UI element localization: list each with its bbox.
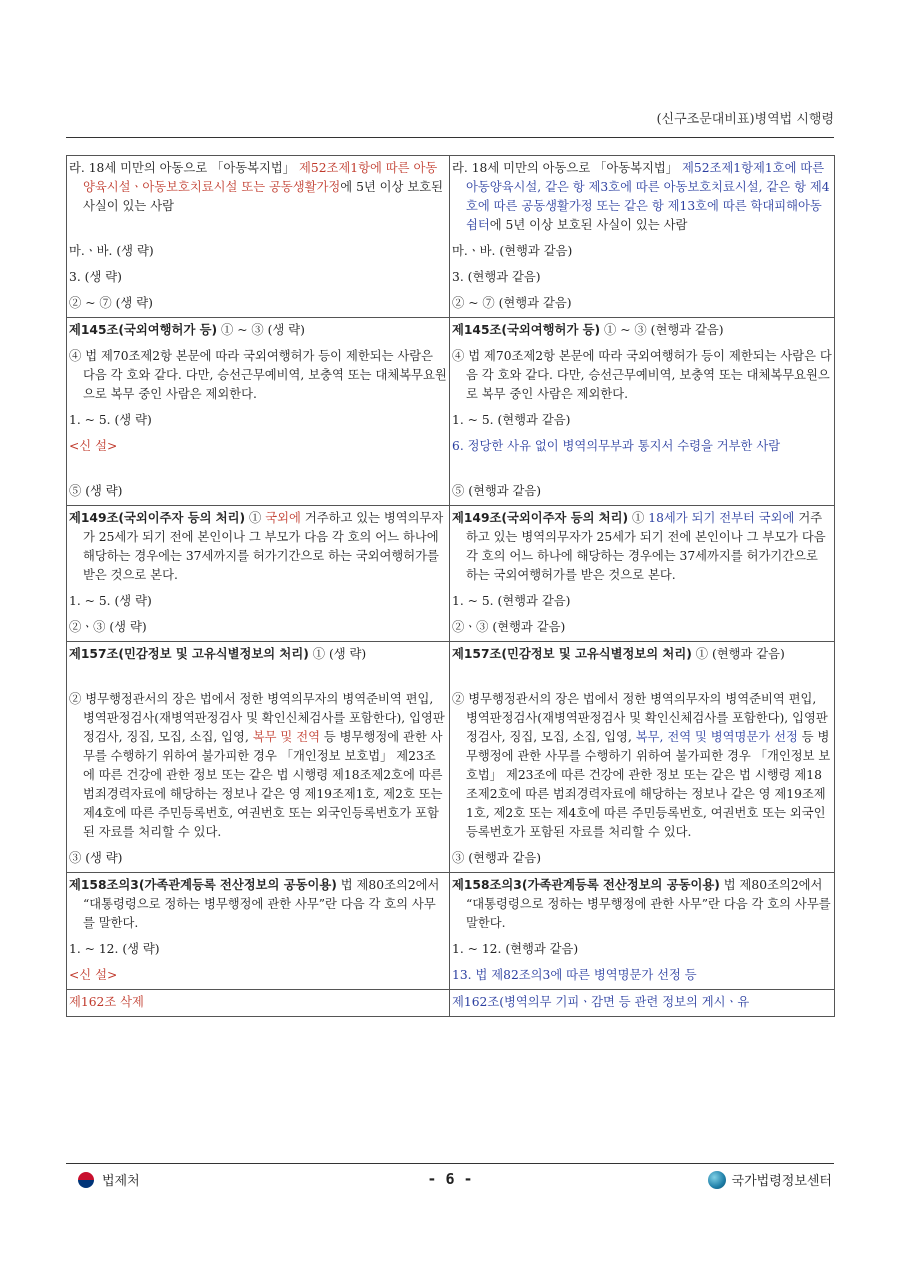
- article-title: 제157조(민감정보 및 고유식별정보의 처리): [452, 647, 692, 661]
- table-row: [67, 873, 835, 938]
- revised-text-cell: [450, 291, 835, 318]
- text-segment: 라. 18세 미만의 아동으로 「아동복지법」: [452, 161, 682, 175]
- clause-text: [452, 940, 832, 959]
- header-divider: [66, 137, 834, 138]
- current-text-cell: [67, 642, 450, 688]
- current-text-cell: [67, 615, 450, 642]
- table-row: [67, 846, 835, 873]
- clause-text: [452, 321, 832, 340]
- footer-left-label: 법제처: [102, 1174, 140, 1189]
- clause-text: [69, 437, 447, 475]
- footer-right: [708, 1170, 832, 1189]
- revised-text-cell: [450, 156, 835, 240]
- clause-text: [69, 618, 447, 637]
- table-row: [67, 963, 835, 990]
- text-segment: 등 병무행정에 관한 사무를 수행하기 위하여 불가피한 경우 「개인정보 보호법」 제23조에 따른 건강에 관한 정보 또는 같은 법 시행령 제18조제2호에 따른 범죄경력자료에 해당하는 정보나 같은 영 제19조제1호, 제2호 또는 제4호에 따른 주민등록번호, 여권번호 또는 외국인등록번호가 포함된 자료를 처리할 수 있다.: [83, 730, 443, 839]
- table-row: [67, 479, 835, 506]
- text-segment: ③ (생 략): [69, 851, 123, 865]
- revised-text-cell: [450, 408, 835, 434]
- table-row: [67, 239, 835, 265]
- article-title: 제157조(민감정보 및 고유식별정보의 처리): [69, 647, 309, 661]
- text-segment: 1. ~ 5. (현행과 같음): [452, 594, 571, 608]
- text-segment: 1. ~ 12. (생 략): [69, 942, 160, 956]
- clause-text: [69, 966, 447, 985]
- clause-text: [452, 347, 832, 404]
- text-segment: 제162조 삭제: [69, 995, 144, 1009]
- current-text-cell: [67, 156, 450, 240]
- revised-text-cell: [450, 479, 835, 506]
- revised-text-cell: [450, 990, 835, 1017]
- page-footer: [66, 1170, 834, 1192]
- clause-text: [69, 993, 447, 1012]
- text-segment: ② 병무행정관서의 장은 법에서 정한 병역의무자의 병역준비역 편입, 병역판정검사(재병역판정검사 및 확인신체검사를 포함한다), 입영판정검사, 징집, 모집, 소집, 입영,: [69, 692, 445, 744]
- table-row: [67, 687, 835, 846]
- revised-text-cell: [450, 318, 835, 345]
- text-segment: 1. ~ 5. (생 략): [69, 413, 152, 427]
- clause-text: [452, 690, 832, 842]
- clause-text: [452, 618, 832, 637]
- text-segment: 등 병무행정에 관한 사무를 수행하기 위하여 불가피한 경우 「개인정보 보호법」 제23조에 따른 건강에 관한 정보 또는 같은 법 시행령 제18조제2호에 따른 범죄경력자료에 해당하는 정보나 같은 영 제19조제1호, 제2호 또는 제4호에 따른 주민등록번호, 여권번호 또는 외국인등록번호가 포함된 자료를 처리할 수 있다.: [466, 730, 831, 839]
- text-segment: 1. ~ 12. (현행과 같음): [452, 942, 579, 956]
- table-row: [67, 265, 835, 291]
- clause-text: [452, 592, 832, 611]
- current-text-cell: [67, 408, 450, 434]
- text-segment: ① (생 략): [308, 647, 367, 661]
- revised-text-cell: [450, 963, 835, 990]
- current-text-cell: [67, 318, 450, 345]
- clause-text: [452, 482, 832, 501]
- current-text-cell: [67, 589, 450, 615]
- clause-text: [69, 347, 447, 404]
- text-segment: ④ 법 제70조제2항 본문에 따라 국외여행허가 등이 제한되는 사람은 다음 각 호와 같다. 다만, 승선근무예비역, 보충역 또는 대체복무요원으로 복무 중인 사람은 제외한다.: [69, 349, 447, 401]
- text-segment: 13. 법 제82조의3에 따른 병역명문가 선정 등: [452, 968, 697, 982]
- text-segment: 라. 18세 미만의 아동으로 「아동복지법」: [69, 161, 299, 175]
- clause-text: [452, 645, 832, 683]
- table-row: [67, 318, 835, 345]
- text-segment: ② ~ ⑦ (생 략): [69, 296, 153, 310]
- article-title: 제158조의3(가족관계등록 전산정보의 공동이용): [69, 878, 337, 892]
- article-title: 제149조(국외이주자 등의 처리): [452, 511, 629, 525]
- clause-text: [69, 645, 447, 683]
- table-row: [67, 408, 835, 434]
- text-segment: 복무 및 전역: [252, 730, 320, 744]
- table-row: [67, 937, 835, 963]
- clause-text: [452, 437, 832, 475]
- clause-text: [452, 966, 832, 985]
- revised-text-cell: [450, 344, 835, 408]
- table-row: [67, 156, 835, 240]
- revised-text-cell: [450, 615, 835, 642]
- text-segment: ①: [628, 511, 649, 525]
- table-row: [67, 344, 835, 408]
- clause-text: [452, 294, 832, 313]
- text-segment: ② ~ ⑦ (현행과 같음): [452, 296, 572, 310]
- clause-text: [69, 159, 447, 216]
- current-text-cell: [67, 963, 450, 990]
- current-text-cell: [67, 479, 450, 506]
- text-segment: ⑤ (현행과 같음): [452, 484, 542, 498]
- table-row: [67, 589, 835, 615]
- footer-divider: [66, 1163, 834, 1164]
- text-segment: 법 제80조의2에서 “대통령령으로 정하는 병무행정에 관한 사무”란 다음 각 호의 사무를 말한다.: [466, 878, 831, 930]
- text-segment: ⑤ (생 략): [69, 484, 123, 498]
- table-row: [67, 434, 835, 479]
- article-title: 제145조(국외여행허가 등): [452, 323, 601, 337]
- revised-text-cell: [450, 434, 835, 479]
- text-segment: ① (현행과 같음): [691, 647, 785, 661]
- revised-text-cell: [450, 937, 835, 963]
- page-header: (신구조문대비표)병역법 시행령: [656, 112, 834, 127]
- text-segment: 제52조제1항제1호에 따른 아동양육시설, 같은 항 제3호에 따른 아동보호치료시설, 같은 항 제4호에 따른 공동생활가정 또는 같은 항 제13호에 따른 학대피해아동쉼터: [466, 161, 830, 232]
- clause-text: [452, 268, 832, 287]
- text-segment: ①: [245, 511, 266, 525]
- revised-text-cell: [450, 873, 835, 938]
- clause-text: [452, 159, 832, 235]
- page-number: - 6 -: [427, 1170, 473, 1188]
- comparison-table: [66, 155, 835, 1017]
- clause-text: [69, 592, 447, 611]
- text-segment: ② 병무행정관서의 장은 법에서 정한 병역의무자의 병역준비역 편입, 병역판정검사(재병역판정검사 및 확인신체검사를 포함한다), 입영판정검사, 징집, 모집, 소집, 입영,: [452, 692, 828, 744]
- current-text-cell: [67, 506, 450, 590]
- clause-text: [69, 294, 447, 313]
- text-segment: ① ~ ③ (현행과 같음): [600, 323, 724, 337]
- current-text-cell: [67, 687, 450, 846]
- text-segment: 마.ㆍ바. (현행과 같음): [452, 244, 573, 258]
- clause-text: [452, 849, 832, 868]
- text-segment: <신 설>: [69, 439, 118, 453]
- revised-text-cell: [450, 589, 835, 615]
- text-segment: 3. (생 략): [69, 270, 122, 284]
- text-segment: 에 5년 이상 보호된 사실이 있는 사람: [83, 180, 443, 213]
- clause-text: [452, 876, 832, 933]
- table-row: [67, 291, 835, 318]
- text-segment: 18세가 되기 전부터 국외에: [648, 511, 795, 525]
- text-segment: 제52조제1항에 따른 아동양육시설ㆍ아동보호치료시설 또는 공동생활가정: [83, 161, 438, 194]
- clause-text: [69, 849, 447, 868]
- clause-text: [452, 242, 832, 261]
- table-row: [67, 615, 835, 642]
- text-segment: 마.ㆍ바. (생 략): [69, 244, 154, 258]
- table-row: [67, 506, 835, 590]
- clause-text: [69, 321, 447, 340]
- clause-text: [69, 509, 447, 585]
- text-segment: ②ㆍ③ (생 략): [69, 620, 147, 634]
- current-text-cell: [67, 873, 450, 938]
- table-row: [67, 990, 835, 1017]
- current-text-cell: [67, 846, 450, 873]
- globe-icon: [708, 1171, 726, 1189]
- text-segment: 국외에: [265, 511, 301, 525]
- clause-text: [69, 690, 447, 842]
- current-text-cell: [67, 291, 450, 318]
- text-segment: 거주하고 있는 병역의무자가 25세가 되기 전에 본인이나 그 부모가 다음 각 호의 어느 하나에 해당하는 경우에는 37세까지를 허가기간으로 하는 국외여행허가를 받은 것으로 본다.: [83, 511, 444, 582]
- text-segment: ②ㆍ③ (현행과 같음): [452, 620, 566, 634]
- clause-text: [452, 993, 832, 1012]
- text-segment: 에 5년 이상 보호된 사실이 있는 사람: [489, 218, 688, 232]
- text-segment: 제162조(병역의무 기피ㆍ감면 등 관련 정보의 게시ㆍ유: [452, 995, 750, 1009]
- text-segment: ③ (현행과 같음): [452, 851, 542, 865]
- text-segment: 3. (현행과 같음): [452, 270, 541, 284]
- clause-text: [69, 482, 447, 501]
- clause-text: [452, 509, 832, 585]
- text-segment: 법 제80조의2에서 “대통령령으로 정하는 병무행정에 관한 사무”란 다음 각 호의 사무를 말한다.: [83, 878, 440, 930]
- current-text-cell: [67, 937, 450, 963]
- clause-text: [69, 940, 447, 959]
- article-title: 제145조(국외여행허가 등): [69, 323, 218, 337]
- current-text-cell: [67, 990, 450, 1017]
- text-segment: 6. 정당한 사유 없이 병역의무부과 통지서 수령을 거부한 사람: [452, 439, 781, 453]
- revised-text-cell: [450, 846, 835, 873]
- text-segment: <신 설>: [69, 968, 118, 982]
- revised-text-cell: [450, 642, 835, 688]
- footer-right-label: 국가법령정보센터: [731, 1174, 832, 1189]
- text-segment: 거주하고 있는 병역의무자가 25세가 되기 전에 본인이나 그 부모가 다음 각 호의 어느 하나에 해당하는 경우에는 37세까지를 허가기간으로 하는 국외여행허가를 받은 것으로 본다.: [466, 511, 826, 582]
- clause-text: [452, 411, 832, 430]
- current-text-cell: [67, 239, 450, 265]
- clause-text: [69, 411, 447, 430]
- text-segment: ④ 법 제70조제2항 본문에 따라 국외여행허가 등이 제한되는 사람은 다음 각 호와 같다. 다만, 승선근무예비역, 보충역 또는 대체복무요원으로 복무 중인 사람은 제외한다.: [452, 349, 832, 401]
- article-title: 제149조(국외이주자 등의 처리): [69, 511, 246, 525]
- revised-text-cell: [450, 506, 835, 590]
- clause-text: [69, 876, 447, 933]
- text-segment: 1. ~ 5. (현행과 같음): [452, 413, 571, 427]
- clause-text: [69, 242, 447, 261]
- clause-text: [69, 268, 447, 287]
- revised-text-cell: [450, 687, 835, 846]
- text-segment: 1. ~ 5. (생 략): [69, 594, 152, 608]
- current-text-cell: [67, 344, 450, 408]
- revised-text-cell: [450, 239, 835, 265]
- current-text-cell: [67, 265, 450, 291]
- revised-text-cell: [450, 265, 835, 291]
- text-segment: 복무, 전역 및 병역명문가 선정: [635, 730, 798, 744]
- current-text-cell: [67, 434, 450, 479]
- text-segment: ① ~ ③ (생 략): [217, 323, 305, 337]
- table-row: [67, 642, 835, 688]
- article-title: 제158조의3(가족관계등록 전산정보의 공동이용): [452, 878, 720, 892]
